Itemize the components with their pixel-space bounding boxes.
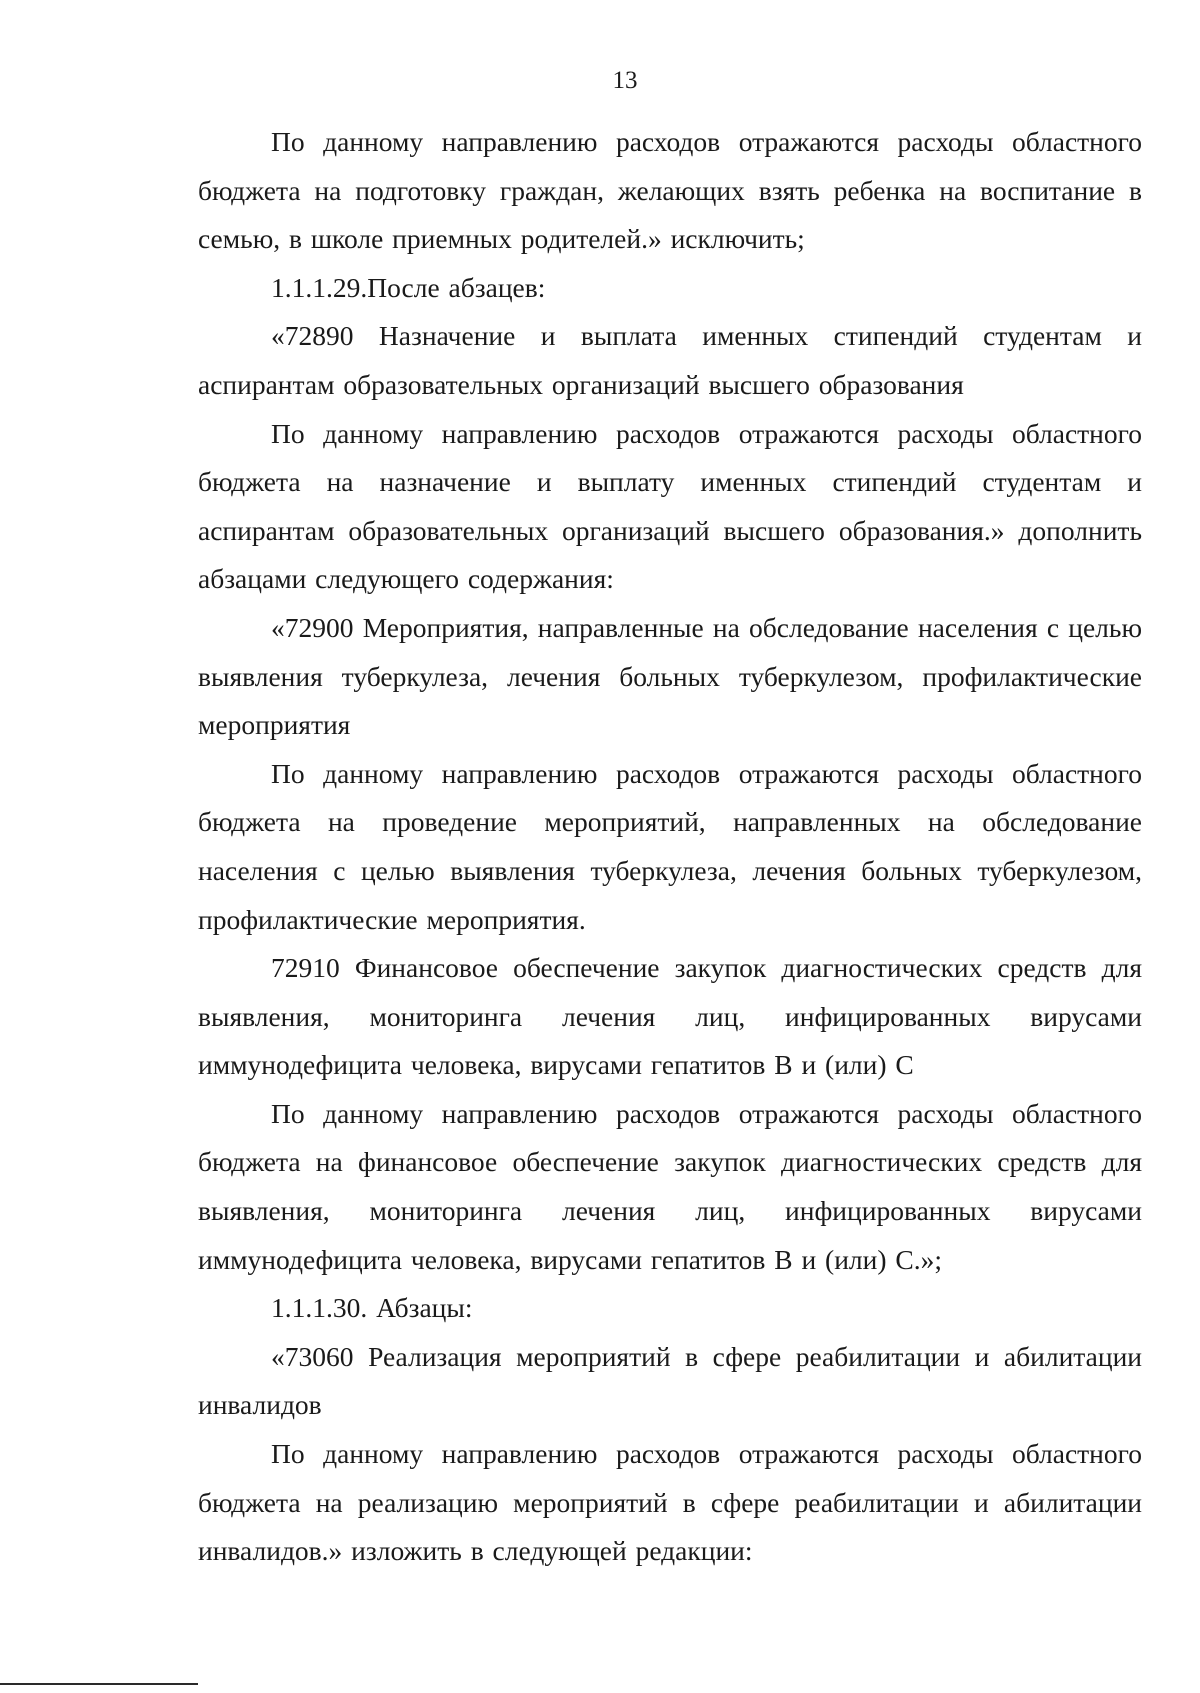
paragraph-item-1-1-1-29: 1.1.1.29.После абзацев:	[271, 271, 546, 303]
footnote-divider	[0, 1683, 198, 1685]
paragraph-code-72890: «72890 Назначение и выплата именных стипендий студентам и аспирантам образовательных организаций высшего образования	[198, 320, 1142, 400]
paragraph-code-72910: 72910 Финансовое обеспечение закупок диагностических средств для выявления, мониторинга лечения лиц, инфицированных вирусами иммунодефицита человека, вирусами гепатитов В и (или) С	[198, 952, 1142, 1081]
paragraph-code-72910-description: По данному направлению расходов отражаются расходы областного бюджета на финансовое обеспечение закупок диагностических средств для выявления, мониторинга лечения лиц, инфицированных вирусами иммунодефицита человека, вирусами гепатитов В и (или) С.»;	[198, 1097, 1142, 1275]
paragraph-code-73060: «73060 Реализация мероприятий в сфере реабилитации и абилитации инвалидов	[198, 1340, 1142, 1421]
document-body	[198, 118, 1142, 1576]
paragraph-code-72900: «72900 Мероприятия, направленные на обследование населения с целью выявления туберкулеза, лечения больных туберкулезом, профилактические мероприятия	[198, 611, 1142, 741]
paragraph-excluded-text: По данному направлению расходов отражаются расходы областного бюджета на подготовку граждан, желающих взять ребенка на воспитание в семью, в школе приемных родителей.» исключить;	[198, 126, 1142, 255]
paragraph-code-72890-description: По данному направлению расходов отражаются расходы областного бюджета на назначение и выплату именных стипендий студентам и аспирантам образовательных организаций высшего образования.» дополнить абзацами следующего содержания:	[198, 417, 1142, 595]
paragraph-code-72900-description: По данному направлению расходов отражаются расходы областного бюджета на проведение мероприятий, направленных на обследование населения с целью выявления туберкулеза, лечения больных туберкулезом, профилактические мероприятия.	[198, 757, 1142, 935]
page-number: 13	[612, 67, 638, 94]
paragraph-item-1-1-1-30: 1.1.1.30. Абзацы:	[271, 1292, 473, 1324]
paragraph-code-73060-description: По данному направлению расходов отражаются расходы областного бюджета на реализацию мероприятий в сфере реабилитации и абилитации инвалидов.» изложить в следующей редакции:	[198, 1438, 1142, 1567]
